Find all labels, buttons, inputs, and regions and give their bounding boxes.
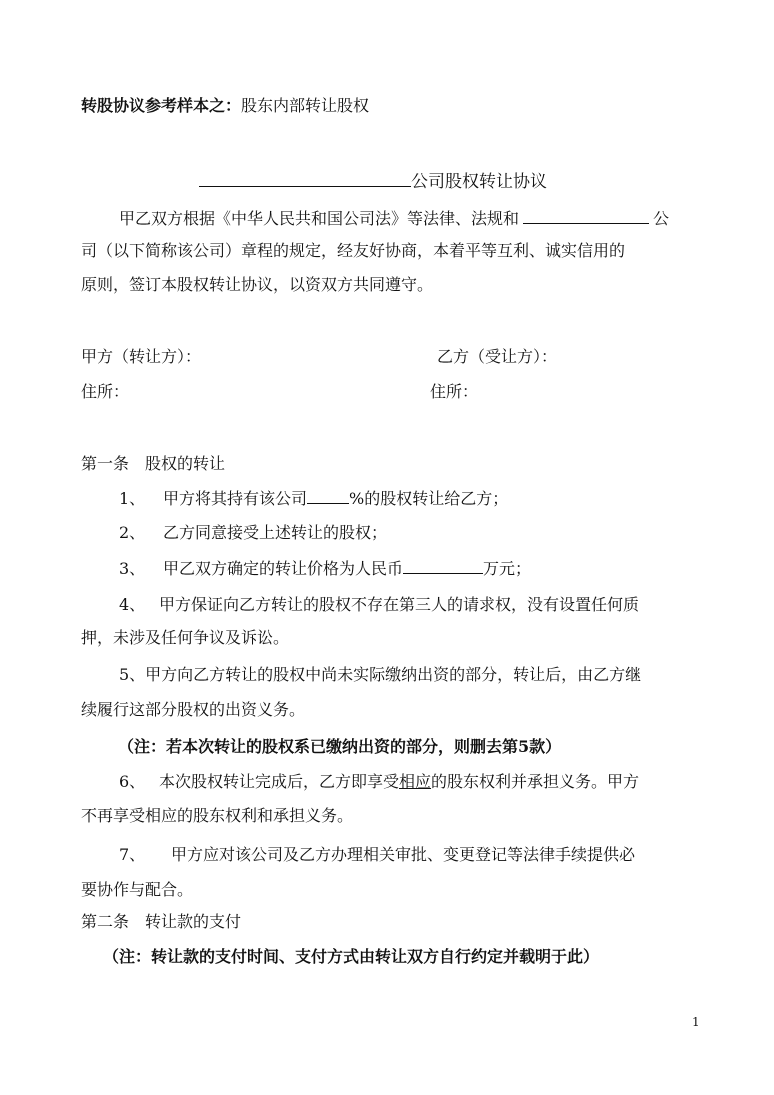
article-1-item-5-line-2: 续履行这部分股权的出资义务。 [81, 700, 306, 719]
document-title [199, 170, 547, 193]
item-1-number: 1、 [119, 489, 146, 508]
party-b-label: 乙方（受让方）： [437, 347, 558, 366]
preamble-line-1 [119, 207, 669, 230]
company-name-blank [199, 170, 411, 187]
article-1-item-7-line-1 [119, 844, 635, 866]
article-1-item-3 [119, 557, 531, 580]
price-blank [403, 557, 483, 574]
title-text: 公司股权转让协议 [411, 172, 547, 192]
article-1-item-6-line-2: 不再享受相应的股东权利和承担义务。 [81, 806, 354, 825]
article-1-item-2 [119, 522, 387, 544]
header-suffix: 股东内部转让股权 [241, 96, 370, 115]
page-number: 1 [692, 1015, 700, 1029]
article-1-item-4-line-2: 押，未涉及任何争议及诉讼。 [81, 628, 290, 647]
percent-blank [307, 487, 349, 504]
article-1-item-7-line-2: 要协作与配合。 [81, 880, 194, 899]
item-1-text-b: %的股权转让给乙方； [349, 489, 509, 508]
item-2-text: 乙方同意接受上述转让的股权； [163, 523, 388, 542]
article-2-heading: 第二条 转让款的支付 [81, 912, 242, 931]
note-delete-item-5: （注：若本次转让的股权系已缴纳出资的部分，则删去第5款） [118, 737, 562, 756]
item-6-underlined: 相应 [399, 772, 432, 791]
item-4-number: 4、 [119, 595, 146, 614]
article-1-heading: 第一条 股权的转让 [81, 454, 226, 473]
item-1-text-a: 甲方将其持有该公司 [163, 489, 308, 508]
preamble-line-3: 原则，签订本股权转让协议，以资双方共同遵守。 [81, 275, 434, 294]
item-6-number: 6、 [119, 772, 146, 791]
item-3-text-b: 万元； [483, 559, 532, 578]
item-7-number: 7、 [119, 845, 146, 864]
item-7-text-1: 甲方应对该公司及乙方办理相关审批、变更登记等法律手续提供必 [171, 845, 636, 864]
item-3-number: 3、 [119, 559, 146, 578]
note-payment-terms: （注：转让款的支付时间、支付方式由转让双方自行约定并载明于此） [103, 947, 600, 966]
item-6-text-b: 的股东权利并承担义务。甲方 [431, 772, 640, 791]
party-a-label: 甲方（转让方）： [81, 347, 202, 366]
item-2-number: 2、 [119, 523, 146, 542]
article-1-item-1 [119, 487, 508, 510]
company-blank [523, 207, 649, 224]
preamble-text-1b: 公 [653, 209, 670, 228]
party-a-address: 住所： [81, 382, 130, 401]
item-4-text-1: 甲方保证向乙方转让的股权不存在第三人的请求权，没有设置任何质 [159, 595, 640, 614]
item-6-text-a: 本次股权转让完成后，乙方即享受 [159, 772, 400, 791]
header-prefix: 转股协议参考样本之： [81, 96, 242, 115]
article-1-item-4-line-1 [119, 594, 639, 616]
item-3-text-a: 甲乙双方确定的转让价格为人民币 [163, 559, 404, 578]
document-header [81, 95, 369, 117]
article-1-item-5-line-1: 5、甲方向乙方转让的股权中尚未实际缴纳出资的部分，转让后，由乙方继 [119, 665, 642, 684]
preamble-line-2: 司（以下简称该公司）章程的规定，经友好协商，本着平等互利、诚实信用的 [81, 241, 626, 260]
party-b-address: 住所： [430, 382, 479, 401]
preamble-text-1a: 甲乙双方根据《中华人民共和国公司法》等法律、法规和 [119, 209, 520, 228]
article-1-item-6-line-1 [119, 771, 639, 793]
